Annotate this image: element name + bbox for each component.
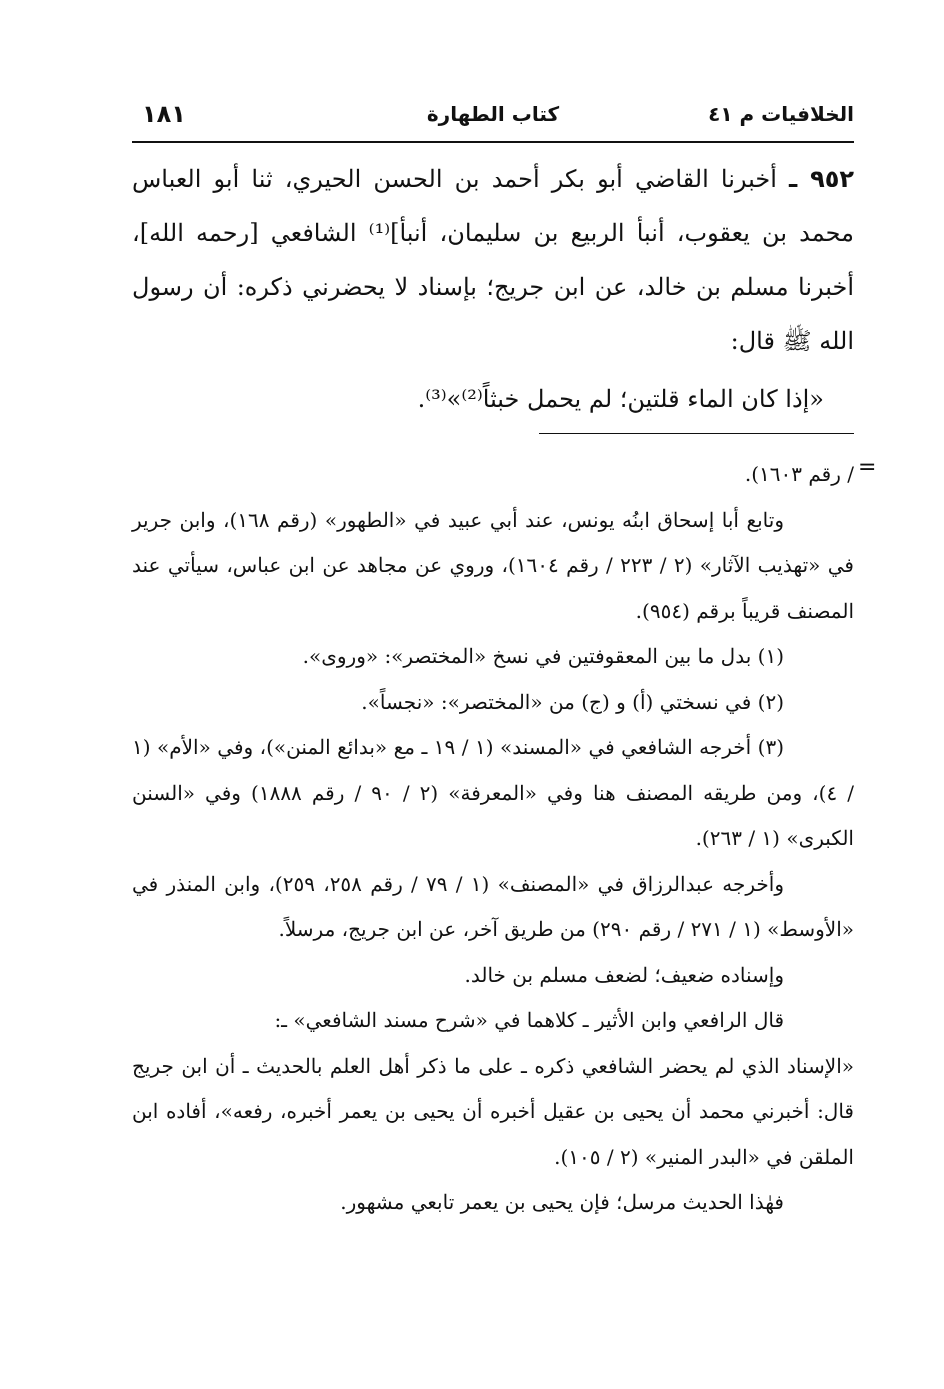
page-number: ١٨١ — [142, 100, 186, 128]
continuation-mark: = — [858, 455, 877, 480]
footnote-paragraph: «الإسناد الذي لم يحضر الشافعي ذكره ـ على ما ذكر أهل العلم بالحديث ـ أن ابن جريج قال: أخبرني محمد أن يحيى بن عقيل أخبره أن يحيى بن يعمر أخبره، رفعه»، أفاده ابن الملقن في «البدر المنير» (٢ / ١٠٥). — [132, 1053, 854, 1169]
footnote-separator — [539, 433, 854, 434]
running-head: الخلافيات م ٤١ — [708, 102, 854, 126]
hadith-matn: «إذا كان الماء قلتين؛ لم يحمل خبثاً⁽²⁾»⁽³⁾. — [417, 385, 824, 413]
footnote-paragraph: / رقم ١٦٠٣). — [744, 462, 854, 486]
header-rule — [132, 141, 854, 143]
chapter-title: كتاب الطهارة — [426, 102, 560, 126]
footnote-paragraph: وإسناده ضعيف؛ لضعف مسلم بن خالد. — [464, 962, 784, 987]
hadith-isnad: أخبرنا القاضي أبو بكر أحمد بن الحسن الحيري، ثنا أبو العباس محمد بن يعقوب، أنبأ الربيع بن سليمان، أنبأ]⁽¹⁾ الشافعي [رحمه الله]، أخبرنا مسلم بن خالد، عن ابن جريج؛ بإسناد لا يحضرني ذكره: أن رسول الله ﷺ قال: — [132, 165, 854, 355]
footnote-paragraph: (٣) أخرجه الشافعي في «المسند» (١ / ١٩ ـ مع «بدائع المنن»)، وفي «الأم» (١ / ٤)، ومن طريقه المصنف هنا وفي «المعرفة» (٢ / ٩٠ / رقم ١٨٨٨) وفي «السنن الكبرى» (١ / ٢٦٣). — [132, 735, 854, 850]
footnote-paragraph: قال الرافعي وابن الأثير ـ كلاهما في «شرح مسند الشافعي» ـ: — [274, 1008, 784, 1032]
footnote-paragraph: وتابع أبا إسحاق ابنُه يونس، عند أبي عبيد في «الطهور» (رقم ١٦٨)، وابن جرير في «تهذيب الآثار» (٢ / ٢٢٣ / رقم ١٦٠٤)، وروي عن مجاهد عن ابن عباس، سيأتي عند المصنف قريباً برقم (٩٥٤). — [132, 507, 854, 623]
hadith-number: ٩٥٢ ـ — [789, 165, 855, 193]
footnotes — [132, 452, 854, 1226]
hadith-paragraph — [132, 152, 854, 368]
footnote-paragraph: (١) بدل ما بين المعقوفتين في نسخ «المختصر»: «وروى». — [302, 644, 784, 668]
main-text — [132, 152, 854, 426]
page-header — [132, 96, 854, 136]
footnote-paragraph: وأخرجه عبدالرزاق في «المصنف» (١ / ٧٩ / رقم ٢٥٨، ٢٥٩)، وابن المنذر في «الأوسط» (١ / ٢٧١ / رقم ٢٩٠) من طريق آخر، عن ابن جريج، مرسلاً. — [132, 871, 854, 941]
footnote-paragraph: فهٰذا الحديث مرسل؛ فإن يحيى بن يعمر تابعي مشهور. — [340, 1190, 784, 1214]
footnote-paragraph: (٢) في نسختي (أ) و (ج) من «المختصر»: «نجساً». — [361, 689, 784, 714]
